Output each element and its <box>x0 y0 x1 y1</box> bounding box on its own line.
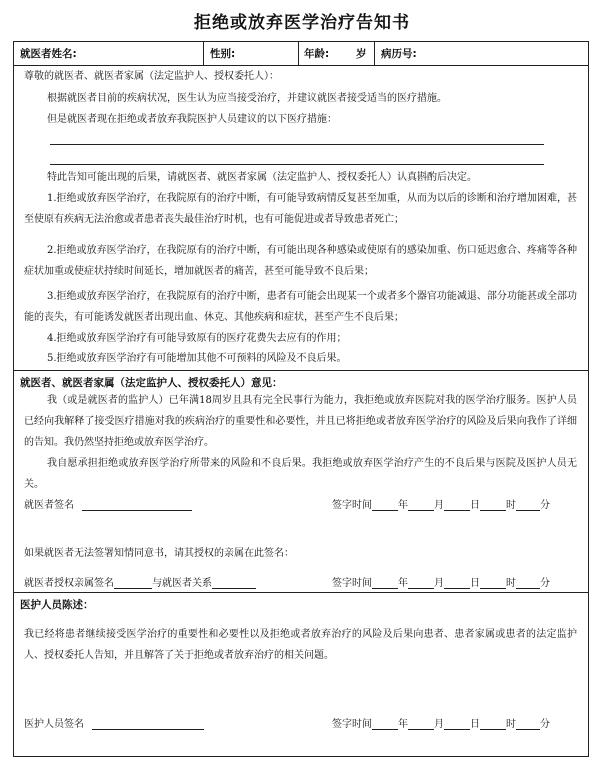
section-divider <box>13 370 589 371</box>
consequence-item: 5.拒绝或放弃医学治疗有可能增加其他不可预料的风险及不良后果。 <box>47 353 347 364</box>
consequence-item: 3.拒绝或放弃医学治疗，在我院原有的治疗中断，患者有可能会出现某一个或者多个器官功能减退、部分功能甚或全部功能的丧失，有可能诱发就医者出现出血、休克、其他疾病和症状，甚至产生不良后果； <box>24 291 577 323</box>
header-separator <box>298 41 299 65</box>
consequence-intro: 特此告知可能出现的后果，请就医者、就医者家属（法定监护人、授权委托人）认真斟酌后决定。 <box>47 172 477 183</box>
signing-time-row <box>332 496 550 511</box>
month-field[interactable] <box>408 499 434 511</box>
consequence-item: 2.拒绝或放弃医学治疗，在我院原有的治疗中断，有可能出现各种感染或使原有的感染加重、伤口延迟愈合、疼痛等各种症状加重或使症状持续时间延长，增加就医者的痛苦，甚至可能导致不良后果； <box>24 245 577 277</box>
document-title: 拒绝或放弃医学治疗告知书 <box>194 13 410 33</box>
year-field[interactable] <box>372 718 398 730</box>
minute-field[interactable] <box>516 577 540 589</box>
opinion-statement: 我自愿承担拒绝或放弃医学治疗所带来的风险和不良后果。我拒绝或放弃医学治疗产生的不良后果与医院及医护人员无关。 <box>24 458 577 490</box>
proxy-note: 如果就医者无法签署知情同意书，请其授权的亲属在此签名： <box>24 548 294 559</box>
intro-text: 根据就医者目前的疾病状况，医生认为应当接受治疗，并建议就医者接受适当的医疗措施。 <box>47 93 447 104</box>
consequence-item: 1.拒绝或放弃医学治疗，在我院原有的治疗中断，有可能导致病情反复甚至加重，从而为以后的诊断和治疗增加困难，甚至使原有疾病无法治愈或者患者丧失最佳治疗时机，也有可能促进或者导致患者死亡； <box>24 193 577 225</box>
day-field[interactable] <box>444 577 470 589</box>
treatment-blank-line[interactable] <box>50 144 544 145</box>
minute-field[interactable] <box>516 499 540 511</box>
relation-field[interactable] <box>212 577 256 589</box>
month-unit: 月 <box>434 578 444 589</box>
hour-unit: 时 <box>506 578 516 589</box>
year-field[interactable] <box>372 499 398 511</box>
treatment-blank-line[interactable] <box>50 164 544 165</box>
signing-time-label: 签字时间 <box>332 578 372 589</box>
relation-label: 与就医者关系 <box>152 578 212 589</box>
staff-signature-row <box>24 715 204 730</box>
proxy-signature-label: 就医者授权亲属签名 <box>24 578 114 589</box>
proxy-signature-field[interactable] <box>114 577 152 589</box>
month-unit: 月 <box>434 719 444 730</box>
staff-signature-label: 医护人员签名 <box>24 719 84 730</box>
gender-label: 性别: <box>210 48 236 60</box>
minute-unit: 分 <box>540 500 550 511</box>
intro-text: 但是就医者现在拒绝或者放弃我院医护人员建议的以下医疗措施： <box>47 114 337 125</box>
proxy-signature-row <box>24 574 256 589</box>
patient-signature-row <box>24 496 192 511</box>
header-separator <box>374 41 375 65</box>
day-field[interactable] <box>444 718 470 730</box>
hour-field[interactable] <box>480 718 506 730</box>
day-unit: 日 <box>470 578 480 589</box>
year-unit: 年 <box>398 500 408 511</box>
signing-time-row <box>332 574 550 589</box>
age-unit: 岁 <box>356 48 367 60</box>
signing-time-row <box>332 715 550 730</box>
month-unit: 月 <box>434 500 444 511</box>
patient-signature-field[interactable] <box>82 499 192 511</box>
opinion-heading: 就医者、就医者家属（法定监护人、授权委托人）意见： <box>20 377 283 389</box>
header-separator <box>203 41 204 65</box>
opinion-statement: 我（或是就医者的监护人）已年满18周岁且具有完全民事行为能力，我拒绝或放弃医院对我的医学治疗服务。医护人员已经向我解释了接受医疗措施对我的疾病治疗的重要性和必要性，并且已将拒绝或者放弃医学治疗的风险及后果向我作了详细的告知。我仍然坚持拒绝或放弃医学治疗。 <box>24 395 577 448</box>
minute-unit: 分 <box>540 719 550 730</box>
day-unit: 日 <box>470 719 480 730</box>
staff-statement: 我已经将患者继续接受医学治疗的重要性和必要性以及拒绝或者放弃治疗的风险及后果向患者、患者家属或患者的法定监护人、授权委托人告知，并且解答了关于拒绝或者放弃治疗的相关问题。 <box>24 629 577 661</box>
day-field[interactable] <box>444 499 470 511</box>
signing-time-label: 签字时间 <box>332 500 372 511</box>
record-number-label: 病历号: <box>381 48 417 60</box>
year-unit: 年 <box>398 578 408 589</box>
month-field[interactable] <box>408 577 434 589</box>
header-divider <box>13 65 589 66</box>
day-unit: 日 <box>470 500 480 511</box>
age-label: 年龄: <box>304 48 330 60</box>
hour-field[interactable] <box>480 499 506 511</box>
hour-unit: 时 <box>506 719 516 730</box>
hour-field[interactable] <box>480 577 506 589</box>
staff-heading: 医护人员陈述： <box>20 599 94 611</box>
hour-unit: 时 <box>506 500 516 511</box>
minute-unit: 分 <box>540 578 550 589</box>
year-unit: 年 <box>398 719 408 730</box>
consequence-item: 4.拒绝或放弃医学治疗有可能导致原有的医疗花费失去应有的作用； <box>47 333 347 344</box>
minute-field[interactable] <box>516 718 540 730</box>
year-field[interactable] <box>372 577 398 589</box>
patient-signature-label: 就医者签名 <box>24 500 74 511</box>
month-field[interactable] <box>408 718 434 730</box>
section-divider <box>13 592 589 593</box>
staff-signature-field[interactable] <box>92 718 204 730</box>
salutation: 尊敬的就医者、就医者家属（法定监护人、授权委托人）： <box>24 71 279 82</box>
signing-time-label: 签字时间 <box>332 719 372 730</box>
patient-name-label: 就医者姓名: <box>20 48 77 60</box>
